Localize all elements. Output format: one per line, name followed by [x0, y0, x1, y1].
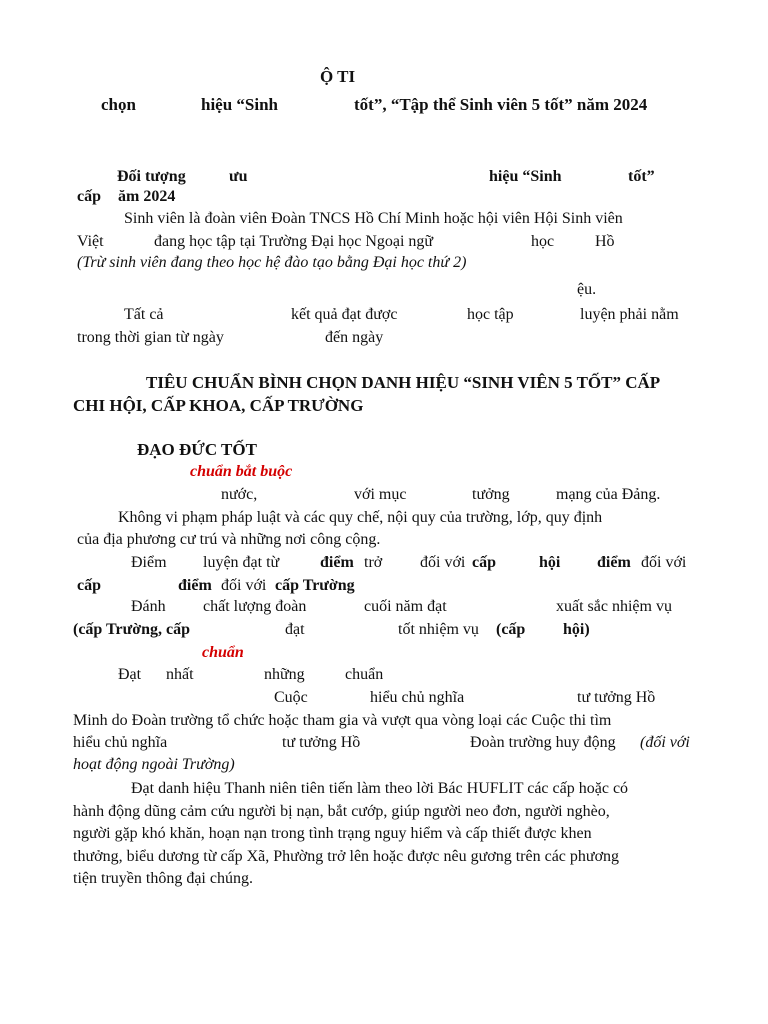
paragraph-fragment: Việt	[77, 233, 104, 250]
paragraph-fragment: Cuộc	[274, 689, 308, 706]
paragraph-fragment: cuối năm đạt	[364, 598, 447, 615]
paragraph-fragment: tưởng	[472, 486, 510, 503]
doc-title-fragment: tốt”, “Tập thể Sinh viên 5 tốt” năm 2024	[354, 95, 648, 114]
paragraph-fragment: Đạt	[118, 666, 142, 683]
paragraph-fragment: hội)	[563, 621, 590, 638]
paragraph-fragment: Tất cả	[124, 306, 164, 323]
paragraph-line: thưởng, biểu dương từ cấp Xã, Phường trở lên hoặc được nêu gương trên các phương	[73, 848, 620, 865]
optional-criteria-label: chuẩn	[202, 644, 244, 661]
paragraph-fragment: đang học tập tại Trường Đại học Ngoại ngữ	[154, 233, 434, 250]
paragraph-fragment: tốt nhiệm vụ	[398, 621, 479, 638]
paragraph-fragment: trở	[364, 554, 383, 571]
required-criteria-label: chuẩn bắt buộc	[190, 463, 293, 480]
paragraph-fragment: đối với	[641, 554, 687, 571]
paragraph-fragment: Hồ	[595, 233, 615, 250]
paragraph-fragment: xuất sắc nhiệm vụ	[556, 598, 672, 615]
paragraph-fragment: chuẩn	[345, 666, 384, 683]
paragraph-fragment: trong thời gian từ ngày	[77, 329, 224, 346]
section1-heading-fragment: hiệu “Sinh	[489, 168, 562, 185]
paragraph-fragment: đạt	[285, 621, 305, 638]
doc-title-fragment: hiệu “Sinh	[201, 95, 279, 114]
paragraph-fragment: cấp	[77, 577, 101, 594]
paragraph-fragment: tư tưởng Hồ	[577, 689, 656, 706]
paragraph-fragment: học tập	[467, 306, 514, 323]
section1-heading-fragment: Đối tượng	[117, 168, 186, 185]
paragraph-line: của địa phương cư trú và những nơi công cộng.	[77, 531, 381, 548]
paragraph-line: Đạt danh hiệu Thanh niên tiên tiến làm theo lời Bác HUFLIT các cấp hoặc có	[131, 780, 629, 797]
paragraph-fragment: cấp	[472, 554, 496, 571]
paragraph-fragment: kết quả đạt được	[291, 306, 398, 323]
section3-heading: ĐẠO ĐỨC TỐT	[137, 440, 257, 459]
paragraph-note: (Trừ sinh viên đang theo học hệ đào tạo bằng Đại học thứ 2)	[77, 254, 467, 271]
paragraph-fragment: (cấp	[496, 621, 526, 638]
paragraph-fragment: học	[531, 233, 555, 250]
paragraph-fragment: điểm	[597, 554, 631, 571]
paragraph-fragment: điểm	[178, 577, 212, 594]
paragraph-fragment: Đánh	[131, 598, 166, 615]
paragraph-fragment: những	[264, 666, 305, 683]
paragraph-fragment: Đoàn trường huy động	[470, 734, 616, 751]
section2-heading: CHI HỘI, CẤP KHOA, CẤP TRƯỜNG	[73, 396, 364, 415]
paragraph-fragment: điểm	[320, 554, 354, 571]
paragraph-fragment: đối với	[221, 577, 267, 594]
paragraph-fragment: cấp Trường	[275, 577, 355, 594]
doc-title-fragment: chọn	[101, 95, 136, 114]
paragraph-fragment: hội	[539, 554, 561, 571]
paragraph-line: Minh do Đoàn trường tổ chức hoặc tham gia và vượt qua vòng loại các Cuộc thi tìm	[73, 712, 612, 729]
paragraph-fragment: đối với	[420, 554, 466, 571]
paragraph-fragment: đến ngày	[325, 329, 384, 346]
paragraph-fragment: hiểu chủ nghĩa	[370, 689, 465, 706]
paragraph-fragment: với mục	[354, 486, 407, 503]
paragraph-fragment: luyện đạt từ	[203, 554, 280, 571]
paragraph-line: tiện truyền thông đại chúng.	[73, 870, 253, 887]
paragraph-fragment: (đối với	[640, 734, 690, 751]
section1-heading-fragment: tốt”	[628, 168, 655, 185]
paragraph-fragment: luyện phải nằm	[580, 306, 679, 323]
paragraph-fragment: nước,	[221, 486, 258, 503]
paragraph-fragment: nhất	[166, 666, 194, 683]
paragraph-fragment: ệu.	[577, 281, 597, 298]
section2-heading: TIÊU CHUẨN BÌNH CHỌN DANH HIỆU “SINH VIÊN 5 TỐT” CẤP	[146, 373, 661, 392]
paragraph-line: Sinh viên là đoàn viên Đoàn TNCS Hồ Chí Minh hoặc hội viên Hội Sinh viên	[124, 210, 623, 227]
paragraph-fragment: tư tưởng Hồ	[282, 734, 361, 751]
section1-heading-fragment: ưu	[229, 168, 248, 185]
paragraph-line: Không vi phạm pháp luật và các quy chế, nội quy của trường, lớp, quy định	[118, 509, 603, 526]
paragraph-line: hoạt động ngoài Trường)	[73, 756, 235, 773]
section1-heading-fragment: ăm 2024	[118, 188, 176, 205]
paragraph-fragment: chất lượng đoàn	[203, 598, 307, 615]
doc-title-line1: Ộ TI	[320, 67, 356, 86]
paragraph-fragment: hiểu chủ nghĩa	[73, 734, 168, 751]
paragraph-fragment: (cấp Trường, cấp	[73, 621, 190, 638]
paragraph-fragment: Điểm	[131, 554, 167, 571]
paragraph-line: hành động dũng cảm cứu người bị nạn, bắt cướp, giúp người neo đơn, người nghèo,	[73, 803, 610, 820]
paragraph-line: người gặp khó khăn, hoạn nạn trong tình trạng nguy hiểm và cấp thiết được khen	[73, 825, 592, 842]
section1-heading-fragment: cấp	[77, 188, 101, 205]
paragraph-fragment: mạng của Đảng.	[556, 486, 661, 503]
